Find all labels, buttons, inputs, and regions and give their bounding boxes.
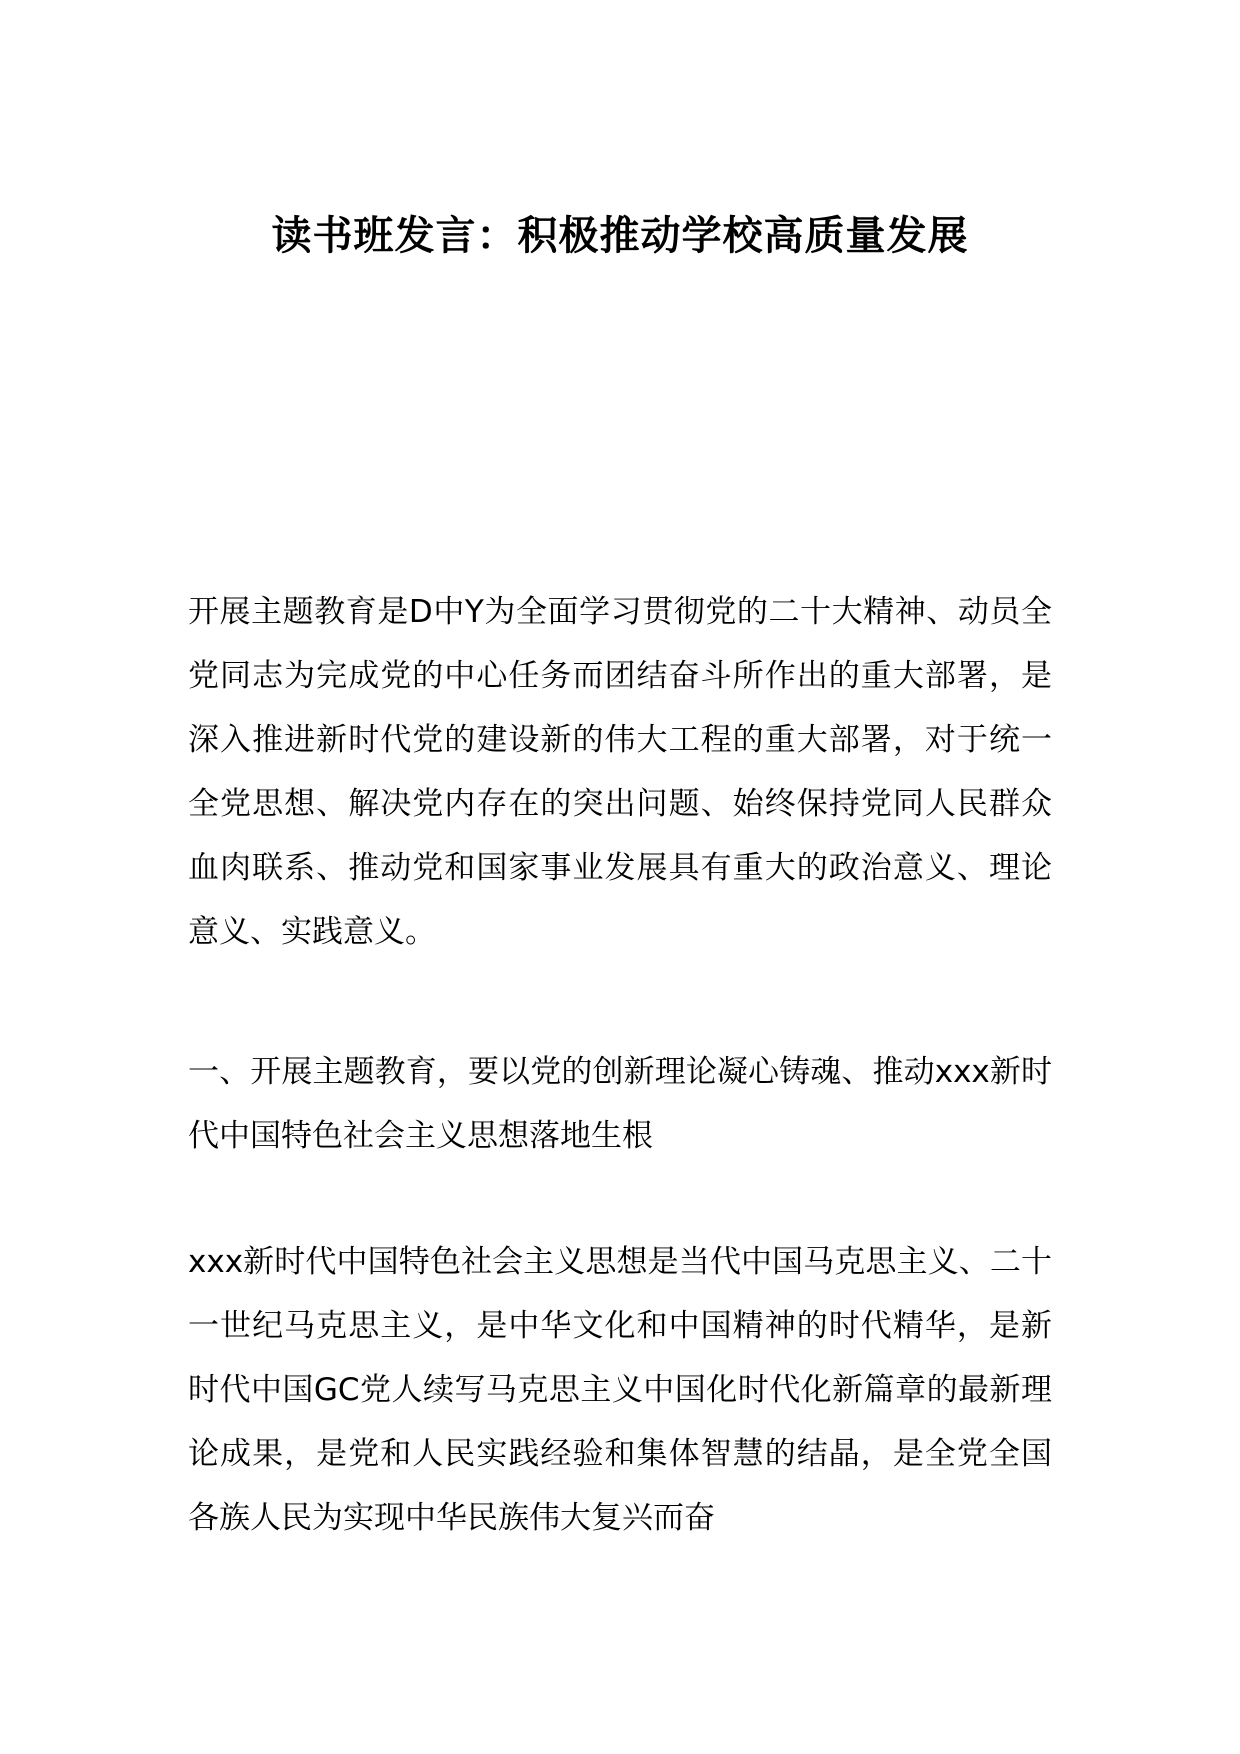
section-heading-1: 一、开展主题教育，要以党的创新理论凝心铸魂、推动xxx新时代中国特色社会主义思想落地生根 [188, 1054, 1052, 1154]
body-paragraph-intro: 开展主题教育是D中Y为全面学习贯彻党的二十大精神、动员全党同志为完成党的中心任务而团结奋斗所作出的重大部署，是深入推进新时代党的建设新的伟大工程的重大部署，对于统一全党思想、解决党内存在的突出问题、始终保持党同人民群众血肉联系、推动党和国家事业发展具有重大的政治意义、理论意义、实践意义。 [188, 594, 1052, 950]
body-paragraph-section-1: xxx新时代中国特色社会主义思想是当代中国马克思主义、二十一世纪马克思主义，是中华文化和中国精神的时代精华，是新时代中国GC党人续写马克思主义中国化时代化新篇章的最新理论成果，是党和人民实践经验和集体智慧的结晶，是全党全国各族人民为实现中华民族伟大复兴而奋 [188, 1244, 1052, 1536]
document-title: 读书班发言：积极推动学校高质量发展 [271, 213, 969, 259]
